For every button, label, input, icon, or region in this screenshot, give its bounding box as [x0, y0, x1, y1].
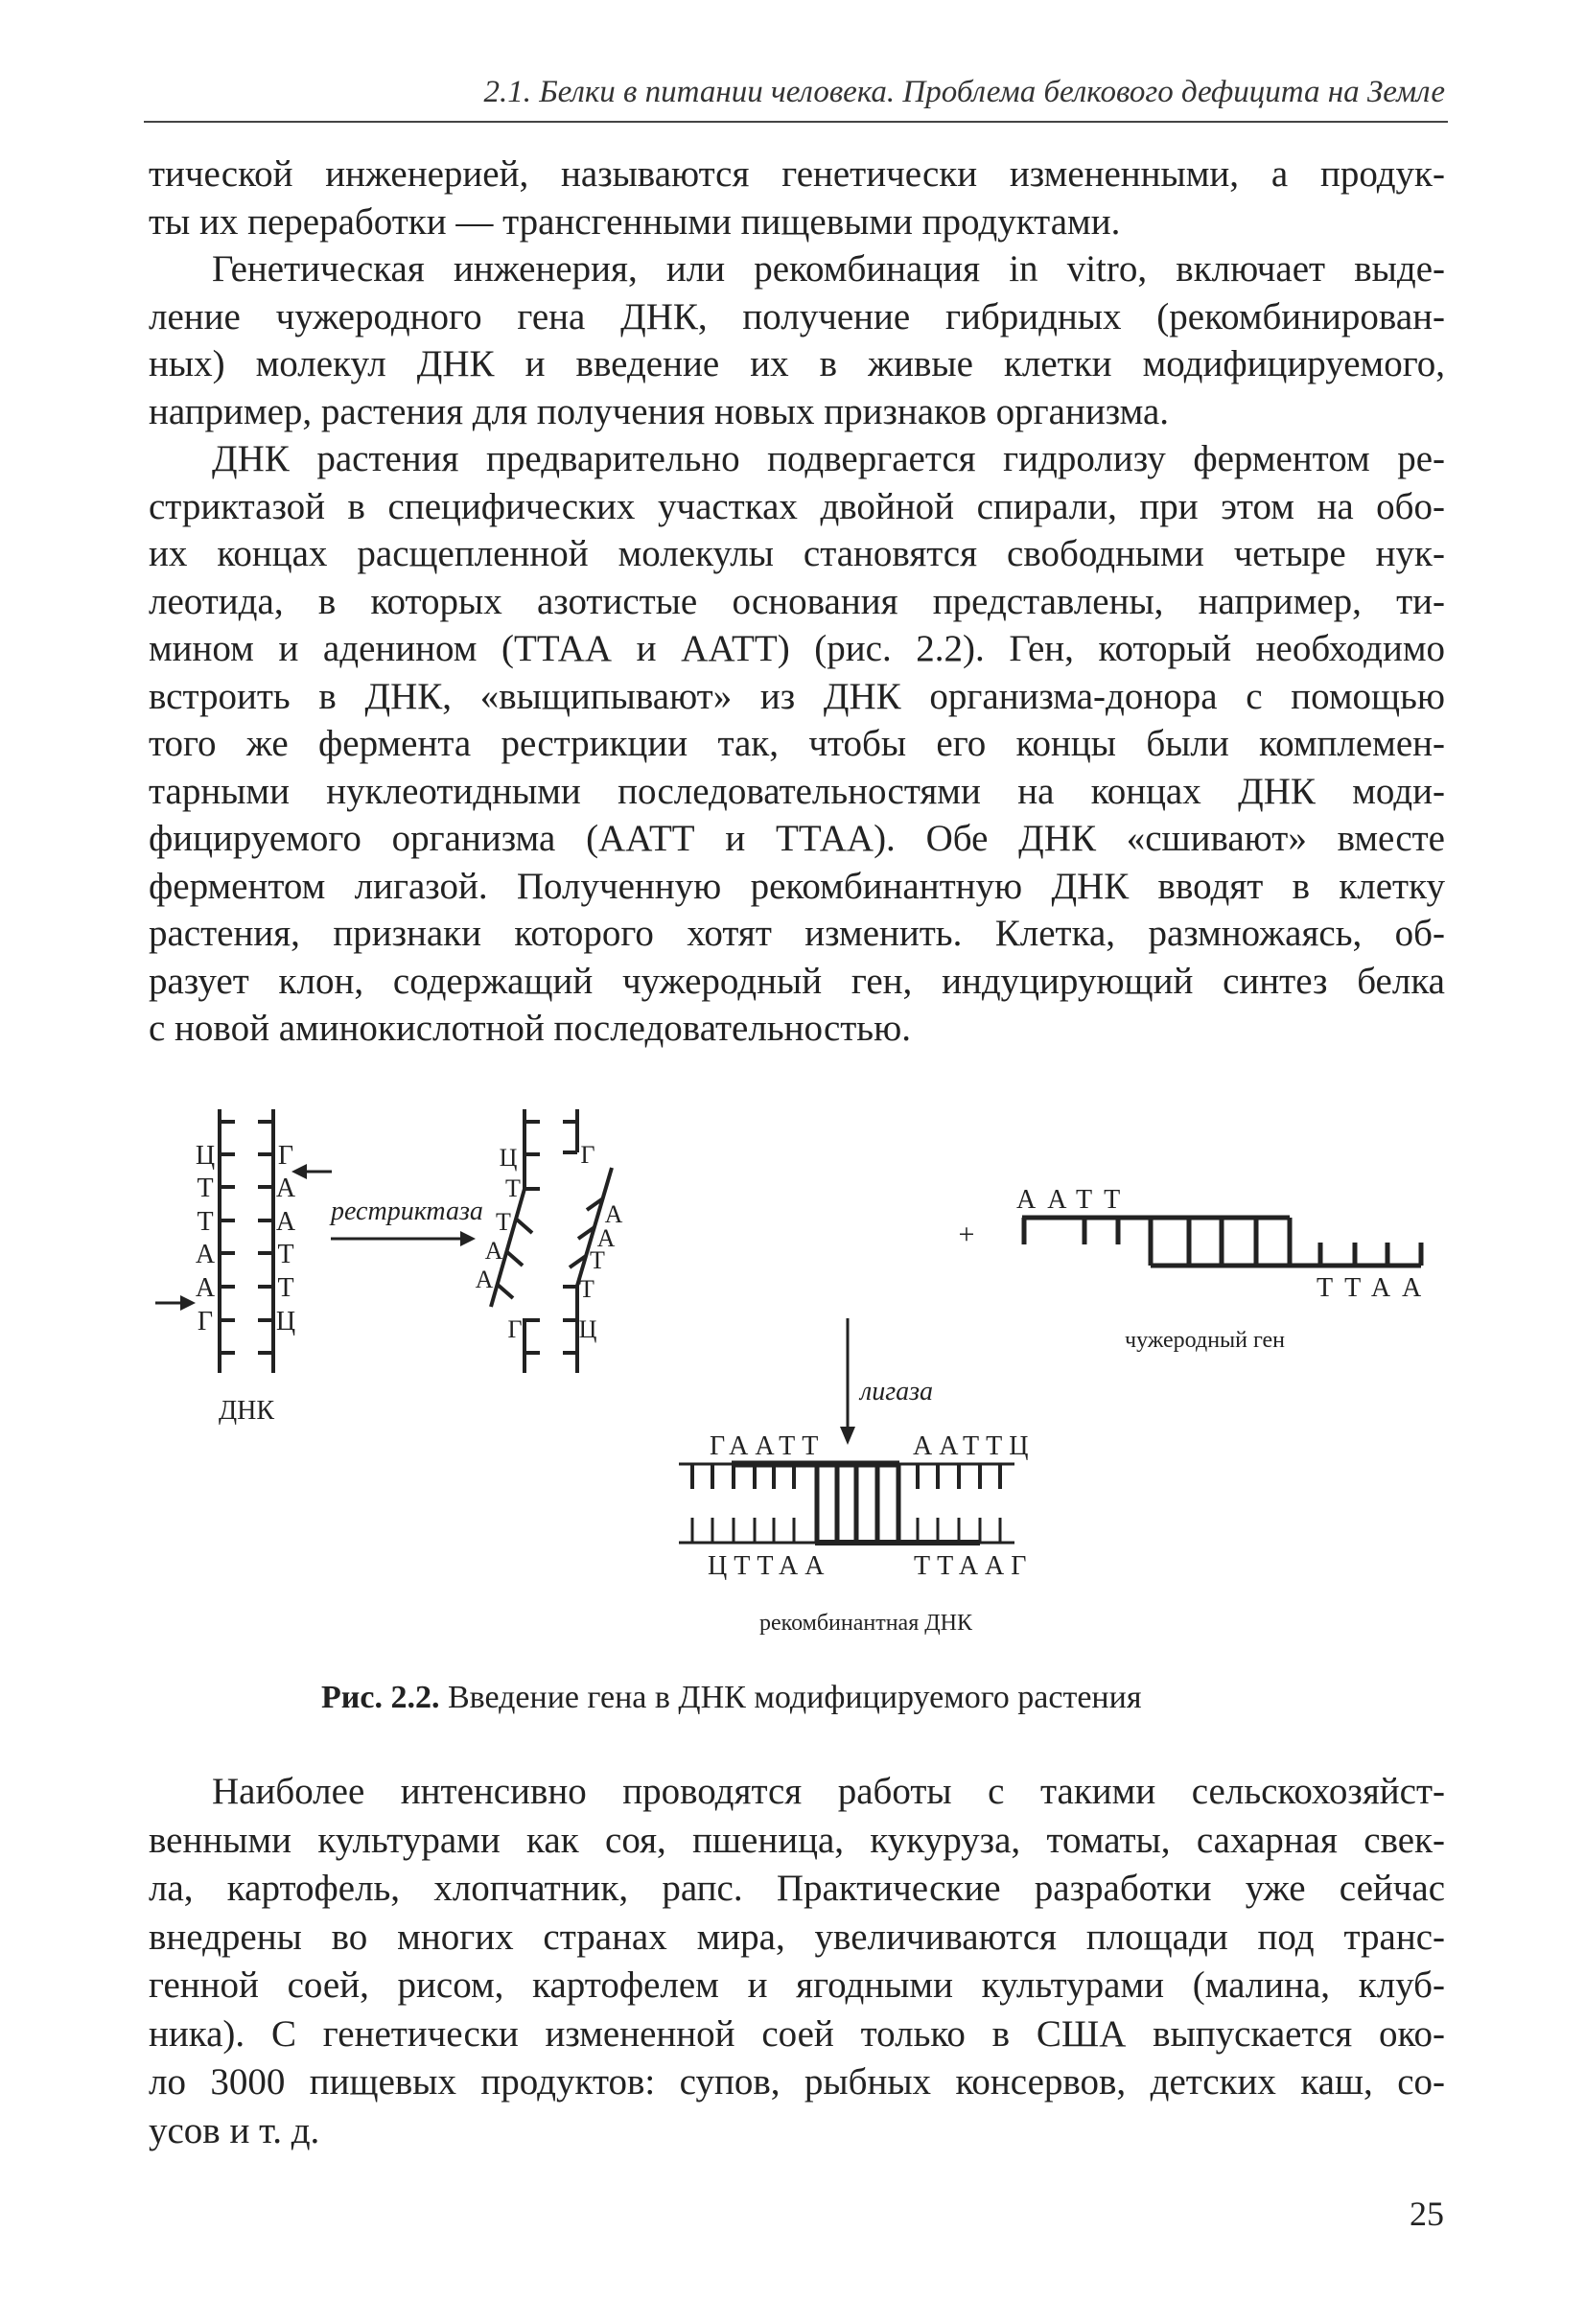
base-letter: Т — [277, 1273, 294, 1303]
text-line: их концах расщепленной молекулы становятся свободными четыре нук- — [149, 533, 1445, 574]
arrow-right-icon — [331, 1231, 476, 1246]
arrow-down-icon — [840, 1318, 855, 1445]
original-dna — [220, 1109, 273, 1373]
plus-sign: + — [958, 1219, 975, 1250]
base-letter: А — [195, 1240, 216, 1269]
text-line: тарными нуклеотидными последовательностями на концах ДНК моди- — [149, 770, 1445, 812]
text-line: стриктазой в специфических участках двойной спирали, при этом на обо- — [149, 485, 1445, 527]
foreign-gene-bottom-sequence: ТТАА — [1317, 1273, 1433, 1303]
base-letter: Т — [277, 1240, 294, 1269]
text-line: ление чужеродного гена ДНК, получение гибридных (рекомбинирован- — [149, 295, 1445, 337]
text-line: с новой аминокислотной последовательностью. — [149, 1008, 911, 1049]
figure-caption-text: Введение гена в ДНК модифицируемого растения — [439, 1680, 1142, 1715]
base-letter: Т — [579, 1275, 594, 1303]
running-head: 2.1. Белки в питании человека. Проблема белкового дефицита на Земле — [483, 75, 1445, 109]
text-line: например, растения для получения новых признаков организма. — [149, 390, 1170, 432]
page-number: 25 — [1410, 2195, 1444, 2233]
recombinant-dna-label: рекомбинантная ДНК — [759, 1611, 972, 1636]
base-letter: Г — [197, 1307, 214, 1336]
foreign-gene-top-sequence: ААТТ — [1016, 1185, 1132, 1215]
base-letter: А — [275, 1174, 296, 1203]
text-line: ферментом лигазой. Полученную рекомбинантную ДНК вводят в клетку — [149, 865, 1445, 907]
text-line: мином и аденином (ТТАА и ААТТ) (рис. 2.2). Ген, который необходимо — [149, 628, 1445, 669]
base-letter: А — [475, 1266, 494, 1293]
text-line: встроить в ДНК, «выщипывают» из ДНК организма-донора с помощью — [149, 675, 1445, 717]
base-letter: Т — [197, 1174, 214, 1203]
recomb-top-left-sequence: ГААТТ — [710, 1431, 826, 1461]
cut-dna-letters — [476, 1141, 623, 1343]
text-line: фицируемого организма (ААТТ и ТТАА). Обе ДНК «сшивают» вместе — [149, 818, 1445, 859]
base-letter: Т — [590, 1246, 605, 1274]
text-line: усов и т. д. — [149, 2109, 320, 2151]
text-line: ла, картофель, хлопчатник, рапс. Практические разработки уже сейчас — [149, 1868, 1445, 1909]
foreign-gene-label: чужеродный ген — [1125, 1328, 1286, 1353]
base-letter: Т — [505, 1174, 521, 1202]
dna-left-letters — [196, 1141, 296, 1426]
base-letter: Г — [580, 1141, 595, 1169]
base-letter: Ц — [195, 1141, 216, 1171]
base-letter: Т — [496, 1208, 511, 1236]
text-line: ДНК растения предварительно подвергается гидролизу ферментом ре- — [212, 438, 1445, 479]
recomb-bottom-right-sequence: ТТААГ — [914, 1551, 1034, 1581]
dna-label: ДНК — [219, 1396, 274, 1426]
base-letter: Г — [507, 1315, 523, 1343]
text-line: внедрены во многих странах мира, увеличиваются площади под транс- — [149, 1916, 1445, 1958]
recombinant-dna — [679, 1464, 1014, 1543]
closing-paragraph — [149, 1768, 1445, 2155]
base-letter: А — [604, 1200, 623, 1228]
figure-number: Рис. 2.2. — [321, 1680, 440, 1715]
foreign-gene — [1022, 1218, 1421, 1266]
text-line: растения, признаки которого хотят изменить. Клетка, размножаясь, об- — [149, 913, 1445, 954]
recomb-bottom-left-sequence: ЦТТАА — [708, 1551, 831, 1581]
base-letter: Ц — [499, 1144, 518, 1172]
ligase-label: лигаза — [860, 1377, 934, 1406]
base-letter: Ц — [275, 1307, 296, 1336]
base-letter: Т — [197, 1207, 214, 1237]
cut-site-arrow-icon — [291, 1164, 332, 1179]
base-letter: А — [484, 1237, 503, 1265]
text-line: ты их переработки — трансгенными пищевыми продуктами. — [149, 200, 1121, 243]
cut-site-arrow-icon — [155, 1295, 196, 1311]
text-line: того же фермента рестрикции так, чтобы его концы были комплемен- — [149, 723, 1445, 764]
base-letter: А — [195, 1273, 216, 1303]
recomb-top-right-sequence: ААТТЦ — [913, 1431, 1036, 1461]
text-line: генной соей, рисом, картофелем и ягодными культурами (малина, клуб- — [149, 1964, 1445, 2006]
figure-caption — [321, 1680, 1141, 1716]
text-line: ло 3000 пищевых продуктов: супов, рыбных консервов, детских каш, со- — [149, 2061, 1445, 2103]
text-line: ника). С генетически измененной соей только в США выпускается око- — [149, 2012, 1445, 2055]
text-line: Генетическая инженерия, или рекомбинация in vitro, включает выде- — [212, 248, 1445, 290]
base-letter: Г — [277, 1141, 294, 1171]
restrictase-label: рестриктаза — [331, 1197, 483, 1226]
base-letter: А — [275, 1207, 296, 1237]
text-line: венными культурами как соя, пшеница, кукуруза, томаты, сахарная свек- — [149, 1819, 1445, 1861]
base-letter: А — [596, 1224, 616, 1252]
base-letter: Ц — [578, 1315, 597, 1343]
text-line: леотида, в которых азотистые основания представлены, например, ти- — [149, 580, 1445, 622]
text-line: разует клон, содержащий чужеродный ген, индуцирующий синтез белка — [149, 960, 1445, 1002]
text-line: тической инженерией, называются генетически измененными, а продук- — [149, 153, 1445, 195]
text-line: Наиболее интенсивно проводятся работы с такими сельскохозяйст- — [212, 1771, 1445, 1812]
text-line: ных) молекул ДНК и введение их в живые клетки модифицируемого, — [149, 343, 1445, 384]
